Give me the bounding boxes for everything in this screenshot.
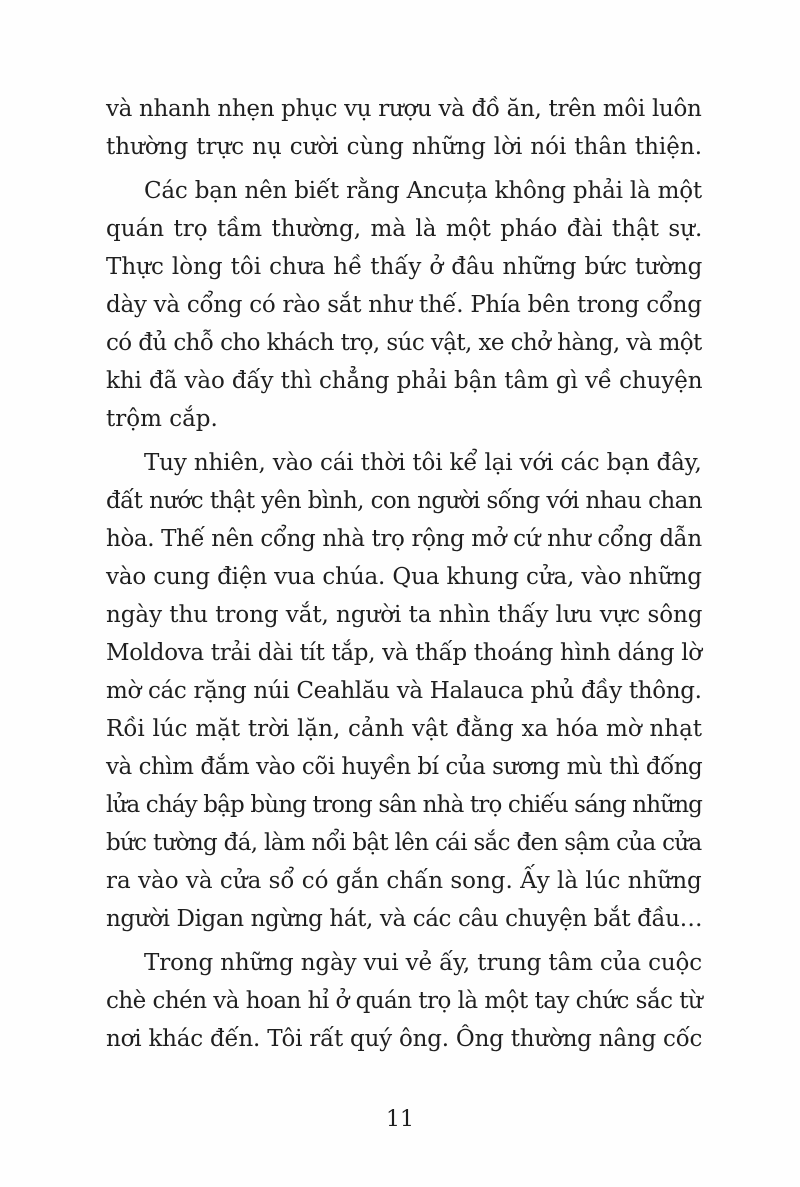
text-line: mờ các rặng núi Ceahlău và Halauca phủ đầy thông. (106, 678, 702, 704)
text-line: Trong những ngày vui vẻ ấy, trung tâm của cuộc (144, 950, 703, 976)
text-line: bức tường đá, làm nổi bật lên cái sắc đen sậm của cửa (106, 830, 702, 856)
text-line: trộm cắp. (106, 406, 218, 432)
text-line: khi đã vào đấy thì chẳng phải bận tâm gì về chuyện (106, 368, 703, 394)
text-line: chè chén và hoan hỉ ở quán trọ là một tay chức sắc từ (106, 988, 703, 1014)
text-line: hòa. Thế nên cổng nhà trọ rộng mở cứ như cổng dẫn (106, 526, 702, 552)
text-line: quán trọ tầm thường, mà là một pháo đài thật sự. (106, 216, 703, 242)
text-line: đất nước thật yên bình, con người sống với nhau chan (106, 488, 703, 514)
text-line: Các bạn nên biết rằng Ancuța không phải là một (144, 178, 702, 204)
text-line: và chìm đắm vào cõi huyền bí của sương mù thì đống (106, 754, 703, 780)
text-line: vào cung điện vua chúa. Qua khung cửa, vào những (106, 564, 702, 590)
text-line: ngày thu trong vắt, người ta nhìn thấy lưu vực sông (106, 602, 703, 628)
text-line: Tuy nhiên, vào cái thời tôi kể lại với các bạn đây, (144, 450, 702, 476)
text-line: và nhanh nhẹn phục vụ rượu và đồ ăn, trên môi luôn (106, 96, 702, 122)
text-line: có đủ chỗ cho khách trọ, súc vật, xe chở hàng, và một (106, 330, 702, 356)
text-line: lửa cháy bập bùng trong sân nhà trọ chiếu sáng những (106, 792, 703, 818)
text-line: Thực lòng tôi chưa hề thấy ở đâu những bức tường (106, 254, 703, 280)
text-line: người Digan ngừng hát, và các câu chuyện bắt đầu… (106, 906, 703, 932)
text-line: Moldova trải dài tít tắp, và thấp thoáng hình dáng lờ (106, 640, 702, 666)
text-line: dày và cổng có rào sắt như thế. Phía bên trong cổng (106, 292, 702, 318)
text-line: ra vào và cửa sổ có gắn chấn song. Ấy là lúc những (106, 868, 702, 894)
text-line: Rồi lúc mặt trời lặn, cảnh vật đằng xa hóa mờ nhạt (106, 716, 703, 742)
text-line: nơi khác đến. Tôi rất quý ông. Ông thường nâng cốc (106, 1026, 703, 1052)
page-number: 11 (386, 1107, 414, 1132)
text-line: thường trực nụ cười cùng những lời nói thân thiện. (106, 134, 703, 160)
